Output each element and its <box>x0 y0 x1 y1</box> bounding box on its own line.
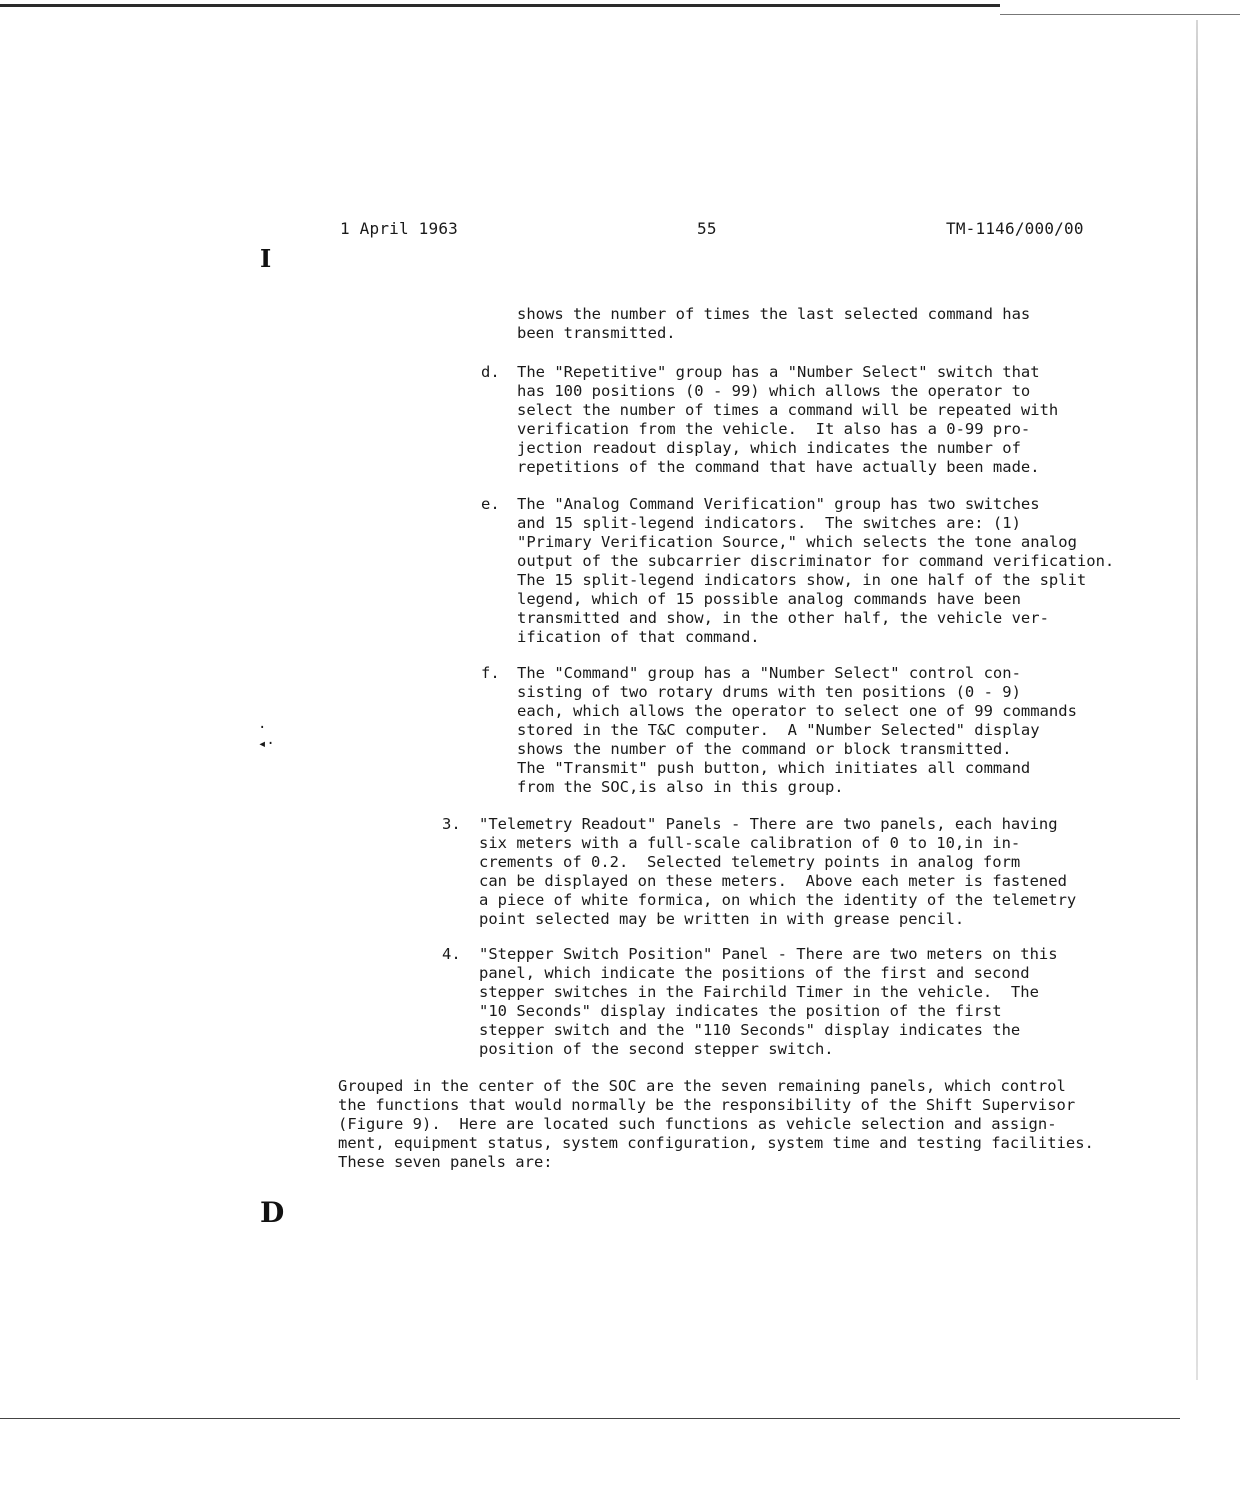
scan-top-edge-thin <box>1000 14 1240 15</box>
scan-right-edge <box>1196 20 1198 1380</box>
grouped-paragraph: Grouped in the center of the SOC are the seven remaining panels, which control the functions that would normally be the responsibility of the Shift Supervisor (Figure 9). Here are located such functions as vehicle selection and assign- ment, equipment status, system configuration, system time and testing facilities. These seven panels are: <box>338 1077 1094 1171</box>
item-e-text: The "Analog Command Verification" group has two switches and 15 split-legend indicators. The switches are: (1) "Primary Verification Source," which selects the tone analog output of the subcarrier discriminator for command verification. The 15 split-legend indicators show, in one half of the split legend, which of 15 possible analog commands have been transmitted and show, in the other half, the vehicle ver- ification of that command. <box>517 495 1115 646</box>
item-d-label: d. <box>481 363 500 381</box>
item-4-text: "Stepper Switch Position" Panel - There are two meters on this panel, which indicate the positions of the first and second stepper switches in the Fairchild Timer in the vehicle. The "10 Seconds" display indicates the position of the first stepper switch and the "110 Seconds" display indicates the position of the second stepper switch. <box>479 945 1058 1058</box>
scan-bottom-edge <box>0 1418 1180 1419</box>
header-page-number: 55 <box>697 219 717 238</box>
item-e-label: e. <box>481 495 500 513</box>
item-3-label: 3. <box>442 815 461 833</box>
scan-top-edge <box>0 4 1000 7</box>
intro-continuation: shows the number of times the last selected command has been transmitted. <box>517 305 1031 342</box>
item-d-text: The "Repetitive" group has a "Number Select" switch that has 100 positions (0 - 99) which allows the operator to select the number of times a command will be repeated with verification from the vehicle. It also has a 0-99 pro- jection readout display, which indicates the number of repetitions of the command that have actually been made. <box>517 363 1059 476</box>
margin-mark-bottom: D <box>260 1196 285 1229</box>
item-f-label: f. <box>481 664 500 682</box>
item-f-text: The "Command" group has a "Number Select" control con- sisting of two rotary drums with ten positions (0 - 9) each, which allows the operator to select one of 99 commands stored in the T&C computer. A "Number Selected" display shows the number of the command or block transmitted. The "Transmit" push button, which initiates all command from the SOC,is also in this group. <box>517 664 1077 796</box>
header-document-id: TM-1146/000/00 <box>946 219 1084 238</box>
item-3-text: "Telemetry Readout" Panels - There are two panels, each having six meters with a full-scale calibration of 0 to 10,in in- crements of 0.2. Selected telemetry points in analog form can be displayed on these meters. Above each meter is fastened a piece of white formica, on which the identity of the telemetry point selected may be written in with grease pencil. <box>479 815 1077 928</box>
margin-dots: · ◂· <box>258 720 275 752</box>
margin-mark-top: I <box>260 244 272 273</box>
header-date: 1 April 1963 <box>340 219 458 238</box>
item-4-label: 4. <box>442 945 461 963</box>
